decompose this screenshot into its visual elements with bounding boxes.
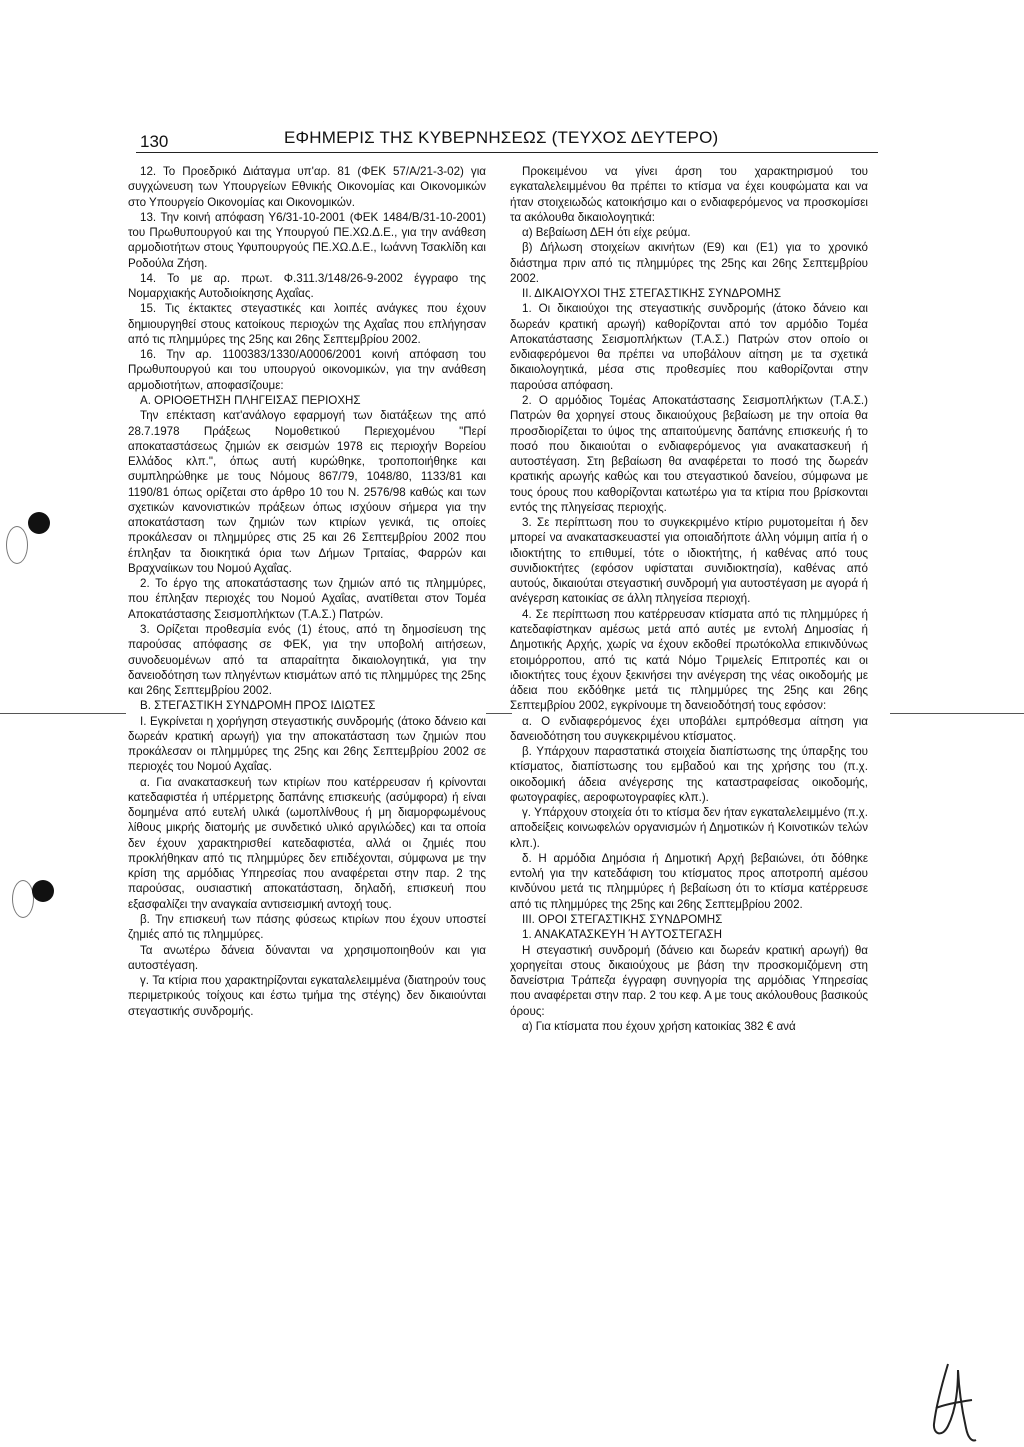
paragraph: α. Για ανακατασκευή των κτιρίων που κατέρρευσαν ή κρίνονται κατεδαφιστέα ή υπέρμετρης δαπάνης επισκευής (ασύμφορα) ή είναι δομημένα από ευτελή υλικά (ωμοπλίνθους ή μη διαμορφωμένους λίθους μικρής διατομής με συνδετικό υλικό αργιλώδες) και τα οποία δεν έχουν χαρακτηρισθεί κατεδαφιστέα, αλλά οι ζημιές που προκλήθηκαν από τις πλημμύρες δεν επιδέχονται, σύμφωνα με την κρίση της αρμόδιας Υπηρεσίας που αναφέρεται στην παρ. 2 της παρούσας, ουσιαστική αποκατάσταση, δηλαδή, επισκευή που εξασφαλίζει την αναγκαία αντισεισμική αντοχή τους.: [128, 775, 486, 911]
page-number: 130: [140, 132, 169, 151]
paragraph: β) Δήλωση στοιχείων ακινήτων (Ε9) και (Ε1) για το χρονικό διάστημα πριν από τις πλημμύρες της 25ης και 26ης Σεπτεμβρίου 2002.: [510, 241, 868, 285]
paragraph: α. Ο ενδιαφερόμενος έχει υποβάλει εμπρόθεσμα αίτηση για δανειοδότηση του συγκεκριμένου κτίσματος.: [510, 714, 868, 743]
header-rule: [136, 152, 878, 153]
section-heading: Α. ΟΡΙΟΘΕΤΗΣΗ ΠΛΗΓΕΙΣΑΣ ΠΕΡΙΟΧΗΣ: [140, 393, 361, 407]
paragraph: α) Για κτίσματα που έχουν χρήση κατοικίας 382 € ανά: [522, 1019, 796, 1033]
paragraph: Την επέκταση κατ'ανάλογο εφαρμογή των διατάξεων της από 28.7.1978 Πράξεως Νομοθετικού Περιεχομένου "Περί αποκαταστάσεως ζημιών εκ σεισμών 1978 εις περιοχήν Βορείου Ελλάδος κλπ.", όπως αυτή κυρώθηκε, τροποποιήθηκε και συμπληρώθηκε με τους Νόμους 867/79, 1048/80, 1133/81 και 1190/81 όπως ορίζεται στο άρθρο 10 του Ν. 2576/98 καθώς και των σχετικών κανονιστικών πράξεων όπως ισχύουν σήμερα για την αποκατάσταση των ζημιών των κτιρίων γενικά, τις οποίες προκάλεσαν οι πλημμύρες στις 25 και 26 Σεπτεμβρίου 2002 που έπληξαν τα διοικητικά όρια των Δήμων Τριταίας, Φαρρών και Βραχναίικων του Νομού Αχαΐας.: [128, 409, 486, 575]
paragraph: 12. Το Προεδρικό Διάταγμα υπ'αρ. 81 (ΦΕΚ 57/Α/21-3-02) για συγχώνευση των Υπουργείων Εθνικής Οικονομίας και Οικονομικών στο Υπουργείο Οικονομίας και Οικονομικών.: [128, 165, 486, 209]
paragraph: 14. Το με αρ. πρωτ. Φ.311.3/148/26-9-2002 έγγραφο της Νομαρχιακής Αυτοδιοίκησης Αχαΐας.: [128, 271, 486, 301]
margin-rule: [486, 713, 512, 714]
paragraph: Η στεγαστική συνδρομή (δάνειο και δωρεάν κρατική αρωγή) θα χορηγείται στους δικαιούχους με βάση την προσκομιζόμενη στη δανείστρια Τράπεζα έγγραφη συνηγορία της αρμόδιας Υπηρεσίας που αναφέρεται στην παρ. 2 του κεφ. Α με τους ακόλουθους βασικούς όρους:: [510, 943, 868, 1018]
running-head: ΕΦΗΜΕΡΙΣ ΤΗΣ ΚΥΒΕΡΝΗΣΕΩΣ (ΤΕΥΧΟΣ ΔΕΥΤΕΡΟ): [284, 128, 719, 147]
left-column: [128, 164, 486, 1019]
paragraph: α) Βεβαίωση ΔΕΗ ότι είχε ρεύμα.: [522, 226, 691, 240]
paragraph: Προκειμένου να γίνει άρση του χαρακτηρισμού του εγκαταλελειμμένου θα πρέπει το κτίσμα να έχει κουφώματα και να ήταν στοιχειωδώς κατοικήσιμο και ο ενδιαφερόμενος να προσκομίσει τα ακόλουθα δικαιολογητικά:: [510, 165, 868, 224]
punch-hole-ring: [12, 880, 34, 918]
margin-rule: [890, 713, 1024, 714]
paragraph: 2. Ο αρμόδιος Τομέας Αποκατάστασης Σεισμοπλήκτων (Τ.Α.Σ.) Πατρών θα χορηγεί στους δικαιούχους βεβαίωση με την οποία θα προσδιορίζεται το ύψος της απαιτούμενης δαπάνης επισκευής ή το ποσό που δικαιούται ο ενδιαφερόμενος για ανακατασκευή ή αυτοστέγαση. Στη βεβαίωση θα αναφέρεται το ποσό της δωρεάν κρατικής αρωγής καθώς και του στεγαστικού δανείου, σύμφωνα με τους όρους που καθορίζονται κατωτέρω για τα κτίρια που βρίσκονται εντός της πληγείσας περιοχής.: [510, 393, 868, 514]
right-column: [510, 164, 868, 1034]
paragraph: 15. Τις έκτακτες στεγαστικές και λοιπές ανάγκες που έχουν δημιουργηθεί στους κατοίκους περιοχών της Αχαΐας που επλήγησαν από τις πλημμύρες της 25ης και 26ης Σεπτεμβρίου 2002.: [128, 302, 486, 346]
punch-hole-ring: [6, 526, 28, 564]
section-heading: 1. ΑΝΑΚΑΤΑΣΚΕΥΗ Ή ΑΥΤΟΣΤΕΓΑΣΗ: [522, 928, 722, 942]
paragraph: 2. Το έργο της αποκατάστασης των ζημιών από τις πλημμύρες, που έπληξαν περιοχές του Νομού Αχαΐας, ανατίθεται στον Τομέα Αποκατάστασης Σεισμοπλήκτων (Τ.Α.Σ.) Πατρών.: [128, 577, 486, 621]
paragraph: γ. Υπάρχουν στοιχεία ότι το κτίσμα δεν ήταν εγκαταλελειμμένο (π.χ. αποδείξεις κοινωφελών οργανισμών ή Δημοτικών ή Κοινοτικών τελών κλπ.).: [510, 806, 868, 850]
paragraph: Τα ανωτέρω δάνεια δύνανται να χρησιμοποιηθούν και για αυτοστέγαση.: [128, 943, 486, 972]
paragraph: 16. Την αρ. 1100383/1330/Α0006/2001 κοινή απόφαση του Πρωθυπουργού και του υπουργού οικονομικών, για την ανάθεση αρμοδιοτήτων, αποφασίζουμε:: [128, 348, 486, 392]
paragraph: Ι. Εγκρίνεται η χορήγηση στεγαστικής συνδρομής (άτοκο δάνειο και δωρεάν κρατική αρωγή) για την αποκατάσταση των ζημιών που προκάλεσαν οι πλημμύρες της 25ης και 26ης Σεπτεμβρίου 2002 σε περιοχές του Νομού Αχαΐας.: [128, 714, 486, 774]
punch-hole: [32, 880, 54, 902]
paragraph: 13. Την κοινή απόφαση Υ6/31-10-2001 (ΦΕΚ 1484/Β/31-10-2001) του Πρωθυπουργού και της Υπουργού ΠΕ.ΧΩ.Δ.Ε., για την ανάθεση αρμοδιοτήτων στους Υφυπουργούς ΠΕ.ΧΩ.Δ.Ε., Ιωάννη Τσακλίδη και Ροδούλα Ζήση.: [128, 210, 486, 270]
paragraph: 3. Σε περίπτωση που το συγκεκριμένο κτίριο ρυμοτομείται ή δεν μπορεί να ανακατασκευαστεί για οποιαδήποτε άλλη νόμιμη αιτία ή ο ιδιοκτήτης το επιθυμεί, τότε ο ιδιοκτήτης, ή καθένας από τους συνιδιοκτήτες (εφόσον υφίσταται συνιδιοκτησία), καθένας από αυτούς, δικαιούται στεγαστική συνδρομή για αυτοστέγαση με αγορά ή ανέγερση κατοικίας σε άλλη πληγείσα περιοχή.: [510, 516, 868, 606]
section-heading: ΙΙ. ΔΙΚΑΙΟΥΧΟΙ ΤΗΣ ΣΤΕΓΑΣΤΙΚΗΣ ΣΥΝΔΡΟΜΗΣ: [522, 287, 782, 301]
paragraph: 4. Σε περίπτωση που κατέρρευσαν κτίσματα από τις πλημμύρες ή κατεδαφίστηκαν αμέσως μετά από αυτές με εντολή Δημοσίας ή Δημοτικής Αρχής, χωρίς να έχουν εκδοθεί πρωτόκολλα επικινδύνως ετοιμόρροπου, από τις κατά Νόμο Τριμελείς Επιτροπές και οι ιδιοκτήτες τους έχουν ξεκινήσει την ανέγερση της νέας οικοδομής με άδεια που εκδόθηκε μετά τις πλημμύρες της 25ης και 26ης Σεπτεμβρίου 2002, εγκρίνουμε τη δανειοδότησή τους εφόσον:: [510, 607, 868, 713]
section-heading: ΙΙΙ. ΟΡΟΙ ΣΤΕΓΑΣΤΙΚΗΣ ΣΥΝΔΡΟΜΗΣ: [522, 913, 723, 927]
paragraph: 3. Ορίζεται προθεσμία ενός (1) έτους, από τη δημοσίευση της παρούσας απόφασης σε ΦΕΚ, για την υποβολή αιτήσεων, συνοδευομένων από τα απαραίτητα δικαιολογητικά, για την δανειοδότηση των πληγέντων κτισμάτων από τις πλημμύρες της 25ης και 26ης Σεπτεμβρίου 2002.: [128, 622, 486, 698]
paragraph: β. Την επισκευή των πάσης φύσεως κτιρίων που έχουν υποστεί ζημιές από τις πλημμύρες.: [128, 913, 486, 942]
paragraph: γ. Τα κτίρια που χαρακτηρίζονται εγκαταλελειμμένα (διατηρούν τους περιμετρικούς τοίχους και έστω τμήμα της στέγης) δεν δικαιούνται στεγαστικής συνδρομής.: [128, 974, 486, 1018]
margin-rule: [0, 713, 126, 714]
paragraph: β. Υπάρχουν παραστατικά στοιχεία διαπίστωσης της ύπαρξης του κτίσματος, διαπίστωσης του εμβαδού και της χρήσης του (π.χ. οικοδομική άδεια ανέγερσης της καταστραφείσας οικοδομής, φωτογραφίες, αεροφωτογραφίες κλπ.).: [510, 745, 868, 804]
section-heading: Β. ΣΤΕΓΑΣΤΙΚΗ ΣΥΝΔΡΟΜΗ ΠΡΟΣ ΙΔΙΩΤΕΣ: [140, 699, 376, 713]
paragraph: 1. Οι δικαιούχοι της στεγαστικής συνδρομής (άτοκο δάνειο και δωρεάν κρατική αρωγή) καθορίζονται από τον αρμόδιο Τομέα Αποκατάστασης Σεισμοπλήκτων (Τ.Α.Σ.) Πατρών στον οποίο οι ενδιαφερόμενοι θα πρέπει να υποβάλουν αίτηση με τα σχετικά δικαιολογητικά, μέσα στις προθεσμίες που καθορίζονται στην παρούσα απόφαση.: [510, 302, 868, 392]
paragraph: δ. Η αρμόδια Δημόσια ή Δημοτική Αρχή βεβαιώνει, ότι δόθηκε εντολή για την κατεδάφιση του κτίσματος προς αποτροπή αμέσου κινδύνου μετά τις πλημμύρες ή βεβαίωση ότι το κτίσμα κατέρρευσε από τις πλημμύρες της 25ης και 26ης Σεπτεμβρίου 2002.: [510, 851, 868, 911]
punch-hole: [28, 512, 50, 534]
signature-mark: [928, 1360, 980, 1446]
